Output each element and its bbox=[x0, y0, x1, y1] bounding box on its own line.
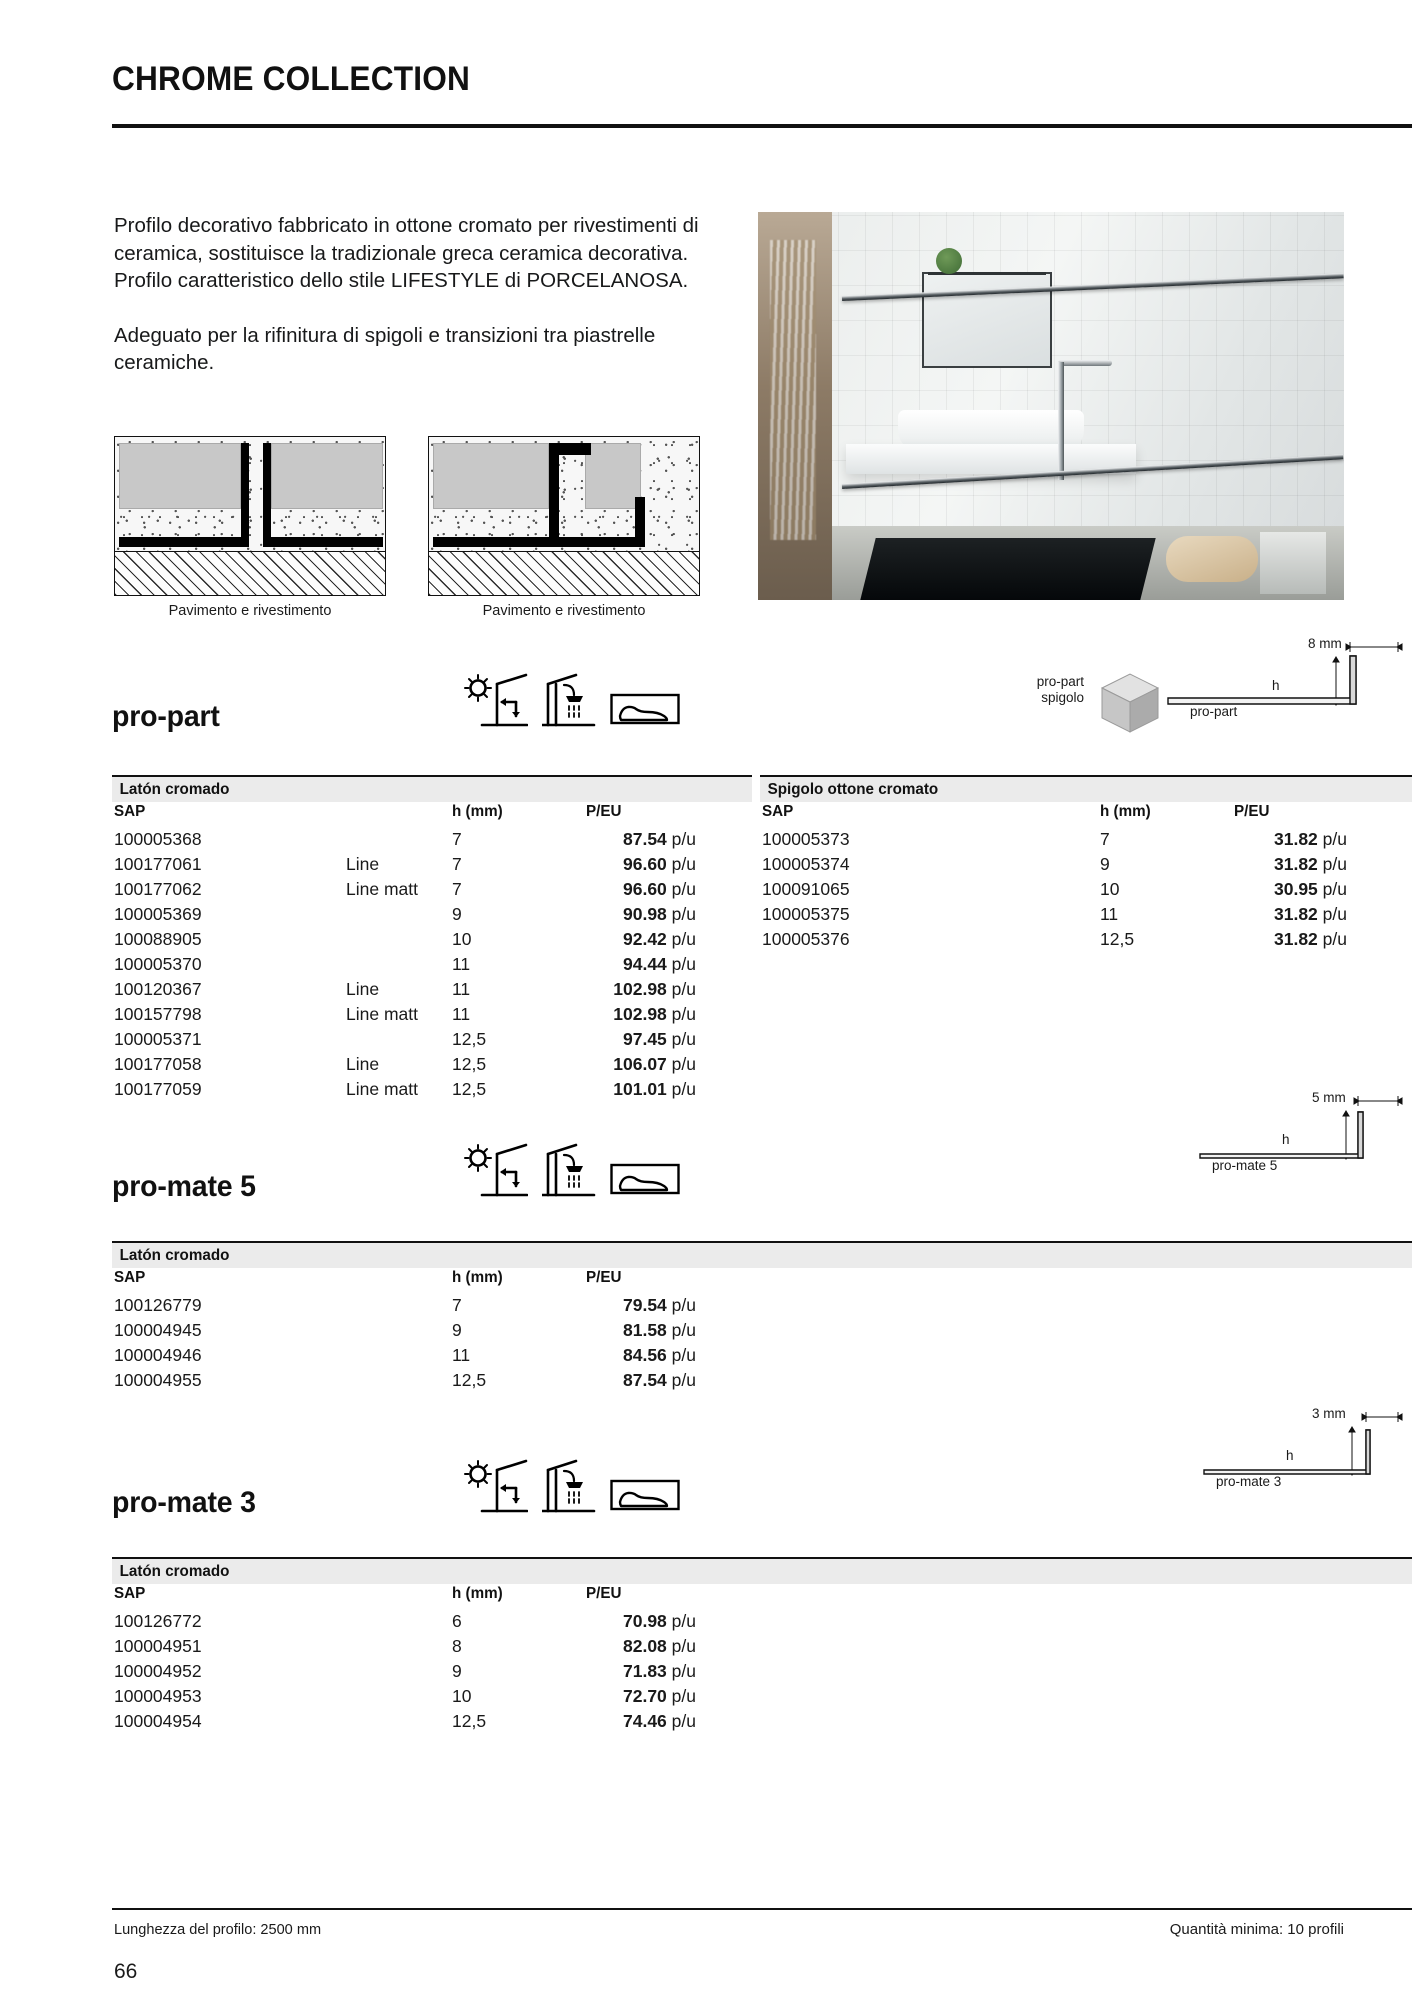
profile-width-label: 3 mm bbox=[1312, 1406, 1346, 1421]
price-unit: p/u bbox=[671, 978, 696, 999]
cell-h: 11 bbox=[452, 1344, 471, 1365]
intro-paragraph-2: Adeguato per la rifinitura di spigoli e transizioni tra piastrelle ceramiche. bbox=[114, 323, 656, 374]
property-icons bbox=[464, 1142, 680, 1200]
table-row bbox=[114, 1658, 696, 1683]
price-unit: p/u bbox=[671, 928, 696, 949]
bathroom-interior-photo bbox=[758, 212, 1344, 600]
cell-sap: 100005371 bbox=[114, 1028, 202, 1049]
cell-sap: 100004953 bbox=[114, 1685, 202, 1706]
material-band bbox=[112, 777, 752, 802]
section-title-pro-mate-5: pro-mate 5 bbox=[112, 1170, 256, 1203]
profile-width-label: 8 mm bbox=[1308, 636, 1342, 651]
cell-finish bbox=[994, 851, 1100, 876]
table-row bbox=[114, 1317, 696, 1342]
spigolo-label-line1: pro-part bbox=[1036, 674, 1084, 689]
table-row bbox=[114, 1708, 696, 1733]
cell-h: 12,5 bbox=[452, 1369, 487, 1390]
cell-price bbox=[586, 1633, 696, 1658]
cell-h: 11 bbox=[452, 953, 471, 974]
cell-price bbox=[1234, 851, 1347, 876]
cell-h: 11 bbox=[1100, 903, 1119, 924]
cell-sap: 100177059 bbox=[114, 1078, 202, 1099]
cell-h: 12,5 bbox=[452, 1053, 487, 1074]
price-value: 106.07 bbox=[613, 1053, 667, 1074]
header-divider bbox=[112, 124, 1412, 128]
table-header-row bbox=[114, 1266, 696, 1292]
profile-width-label: 5 mm bbox=[1312, 1090, 1346, 1105]
price-unit: p/u bbox=[671, 853, 696, 874]
cell-finish: Line matt bbox=[346, 878, 418, 899]
price-value: 90.98 bbox=[623, 903, 667, 924]
table-header-row bbox=[762, 800, 1347, 826]
cell-finish bbox=[346, 1633, 452, 1658]
col-header-sap: SAP bbox=[114, 1585, 146, 1602]
col-header-finish bbox=[346, 1582, 447, 1608]
cell-price bbox=[586, 1051, 696, 1076]
cross-section-diagram-2 bbox=[428, 436, 700, 619]
cell-finish: Line matt bbox=[346, 1078, 418, 1099]
diagram-caption: Pavimento e rivestimento bbox=[168, 603, 332, 619]
profile-height-label: h bbox=[1282, 1132, 1290, 1147]
cross-section-drawing bbox=[114, 436, 386, 596]
page-number: 66 bbox=[114, 1960, 138, 1983]
sun-wall-icon bbox=[464, 1142, 528, 1200]
cell-finish bbox=[994, 826, 1100, 851]
cell-h: 10 bbox=[452, 1685, 472, 1706]
cell-finish bbox=[346, 926, 452, 951]
col-header-finish bbox=[994, 800, 1095, 826]
cell-sap: 100157798 bbox=[114, 1003, 202, 1024]
cell-h: 9 bbox=[452, 903, 462, 924]
price-unit: p/u bbox=[671, 1635, 696, 1656]
cell-h: 11 bbox=[452, 978, 471, 999]
price-value: 70.98 bbox=[623, 1610, 667, 1631]
material-label: Latón cromado bbox=[119, 1246, 230, 1264]
table-row bbox=[114, 1367, 696, 1392]
shoe-icon bbox=[610, 692, 680, 726]
cell-finish: Line bbox=[346, 978, 380, 999]
cell-price bbox=[1234, 826, 1347, 851]
cell-price bbox=[586, 851, 696, 876]
table-row bbox=[114, 951, 696, 976]
cell-sap: 100004945 bbox=[114, 1319, 202, 1340]
cell-finish bbox=[346, 1658, 452, 1683]
cell-finish bbox=[346, 1026, 452, 1051]
price-value: 82.08 bbox=[623, 1635, 667, 1656]
material-band bbox=[112, 1559, 1412, 1584]
profile-name-label: pro-part bbox=[1190, 704, 1238, 719]
col-header-price: P/EU bbox=[586, 803, 622, 820]
price-table-spigolo-ottone-cromato bbox=[762, 800, 1347, 951]
shoe-icon bbox=[610, 1478, 680, 1512]
cell-sap: 100126772 bbox=[114, 1610, 202, 1631]
col-header-price: P/EU bbox=[1234, 803, 1270, 820]
cell-sap: 100126779 bbox=[114, 1294, 202, 1315]
profile-name-label: pro-mate 3 bbox=[1216, 1474, 1282, 1489]
sun-wall-icon bbox=[464, 1458, 528, 1516]
price-unit: p/u bbox=[671, 1610, 696, 1631]
price-value: 102.98 bbox=[613, 978, 667, 999]
section-title-pro-mate-3: pro-mate 3 bbox=[112, 1486, 256, 1519]
col-header-finish bbox=[346, 800, 447, 826]
cell-sap: 100005374 bbox=[762, 853, 850, 874]
cell-h: 6 bbox=[452, 1610, 462, 1631]
price-unit: p/u bbox=[671, 1003, 696, 1024]
cell-price bbox=[586, 1708, 696, 1733]
price-value: 84.56 bbox=[623, 1344, 667, 1365]
price-value: 87.54 bbox=[623, 1369, 667, 1390]
diagram-caption: Pavimento e rivestimento bbox=[482, 603, 646, 619]
cell-price bbox=[586, 826, 696, 851]
price-unit: p/u bbox=[1322, 903, 1347, 924]
price-unit: p/u bbox=[671, 1294, 696, 1315]
shower-icon bbox=[542, 1458, 596, 1516]
price-value: 96.60 bbox=[623, 878, 667, 899]
table-header-row bbox=[114, 800, 696, 826]
cell-sap: 100091065 bbox=[762, 878, 850, 899]
table-row bbox=[114, 1001, 696, 1026]
cell-price bbox=[586, 976, 696, 1001]
price-table-pro-mate-5 bbox=[114, 1266, 696, 1392]
table-row bbox=[762, 901, 1347, 926]
cell-h: 12,5 bbox=[452, 1078, 487, 1099]
material-label: Spigolo ottone cromato bbox=[767, 780, 939, 798]
price-value: 87.54 bbox=[623, 828, 667, 849]
table-row bbox=[114, 1076, 696, 1101]
cell-sap: 100004951 bbox=[114, 1635, 202, 1656]
cell-price bbox=[586, 1367, 696, 1392]
sun-wall-icon bbox=[464, 672, 528, 730]
price-value: 31.82 bbox=[1274, 853, 1318, 874]
table-row bbox=[762, 851, 1347, 876]
cell-price bbox=[1234, 876, 1347, 901]
cell-finish bbox=[346, 826, 452, 851]
cell-sap: 100004954 bbox=[114, 1710, 202, 1731]
price-unit: p/u bbox=[671, 1078, 696, 1099]
cell-finish bbox=[346, 1608, 452, 1633]
cell-h: 9 bbox=[452, 1319, 462, 1340]
table-row bbox=[114, 901, 696, 926]
cell-finish bbox=[346, 1292, 452, 1317]
price-unit: p/u bbox=[671, 1710, 696, 1731]
footer-divider bbox=[112, 1908, 1412, 1910]
profile-name-label: pro-mate 5 bbox=[1212, 1158, 1278, 1173]
spigolo-label-line2: spigolo bbox=[1041, 690, 1084, 705]
table-row bbox=[114, 1633, 696, 1658]
price-unit: p/u bbox=[1322, 878, 1347, 899]
price-unit: p/u bbox=[671, 1660, 696, 1681]
property-icons bbox=[464, 1458, 680, 1516]
cell-h: 8 bbox=[452, 1635, 462, 1656]
price-unit: p/u bbox=[1322, 928, 1347, 949]
cell-finish bbox=[994, 926, 1100, 951]
price-value: 72.70 bbox=[623, 1685, 667, 1706]
cell-finish bbox=[346, 1708, 452, 1733]
price-unit: p/u bbox=[671, 953, 696, 974]
cell-finish: Line matt bbox=[346, 1003, 418, 1024]
table-row bbox=[114, 1683, 696, 1708]
shoe-icon bbox=[610, 1162, 680, 1196]
cell-h: 11 bbox=[452, 1003, 471, 1024]
intro-text bbox=[114, 212, 706, 377]
page-title: CHROME COLLECTION bbox=[112, 60, 470, 98]
price-unit: p/u bbox=[671, 1685, 696, 1706]
cell-price bbox=[586, 876, 696, 901]
property-icons bbox=[464, 672, 680, 730]
cell-price bbox=[586, 1001, 696, 1026]
table-row bbox=[114, 926, 696, 951]
cell-finish bbox=[346, 951, 452, 976]
cell-price bbox=[1234, 926, 1347, 951]
profile-height-label: h bbox=[1286, 1448, 1294, 1463]
cell-h: 7 bbox=[452, 853, 462, 874]
cell-finish: Line bbox=[346, 853, 380, 874]
cell-finish bbox=[994, 876, 1100, 901]
price-unit: p/u bbox=[1322, 853, 1347, 874]
cross-section-diagram-1 bbox=[114, 436, 386, 619]
table-row bbox=[762, 826, 1347, 851]
cell-finish bbox=[346, 1683, 452, 1708]
price-value: 31.82 bbox=[1274, 928, 1318, 949]
cell-finish bbox=[346, 1317, 452, 1342]
cell-price bbox=[586, 1026, 696, 1051]
price-unit: p/u bbox=[671, 1319, 696, 1340]
cell-finish bbox=[346, 1367, 452, 1392]
price-value: 31.82 bbox=[1274, 828, 1318, 849]
cell-sap: 100177061 bbox=[114, 853, 202, 874]
cell-sap: 100120367 bbox=[114, 978, 202, 999]
material-band bbox=[760, 777, 1412, 802]
cell-sap: 100005373 bbox=[762, 828, 850, 849]
col-header-price: P/EU bbox=[586, 1585, 622, 1602]
table-row bbox=[762, 926, 1347, 951]
price-unit: p/u bbox=[671, 1344, 696, 1365]
profile-height-label: h bbox=[1272, 678, 1280, 693]
price-table-laton-cromado bbox=[114, 800, 696, 1101]
col-header-h: h (mm) bbox=[452, 803, 503, 820]
table-row bbox=[114, 976, 696, 1001]
cell-finish bbox=[994, 901, 1100, 926]
cell-price bbox=[586, 1658, 696, 1683]
cell-sap: 100004952 bbox=[114, 1660, 202, 1681]
price-value: 81.58 bbox=[623, 1319, 667, 1340]
cell-price bbox=[586, 1683, 696, 1708]
col-header-sap: SAP bbox=[762, 803, 794, 820]
price-unit: p/u bbox=[671, 878, 696, 899]
cell-price bbox=[586, 1342, 696, 1367]
corner-block-3d bbox=[1096, 668, 1166, 738]
cell-h: 7 bbox=[452, 878, 462, 899]
cell-price bbox=[586, 1292, 696, 1317]
price-value: 101.01 bbox=[613, 1078, 667, 1099]
price-unit: p/u bbox=[671, 828, 696, 849]
shower-icon bbox=[542, 672, 596, 730]
cell-sap: 100005370 bbox=[114, 953, 202, 974]
table-row bbox=[114, 1292, 696, 1317]
cell-price bbox=[586, 1608, 696, 1633]
footer-profile-length: Lunghezza del profilo: 2500 mm bbox=[114, 1921, 322, 1938]
cell-sap: 100005369 bbox=[114, 903, 202, 924]
footer-min-quantity: Quantità minima: 10 profili bbox=[1169, 1921, 1344, 1938]
cell-h: 10 bbox=[1100, 878, 1120, 899]
cell-h: 12,5 bbox=[452, 1710, 487, 1731]
cell-h: 7 bbox=[452, 1294, 462, 1315]
col-header-h: h (mm) bbox=[452, 1269, 503, 1286]
price-value: 96.60 bbox=[623, 853, 667, 874]
table-row bbox=[114, 1342, 696, 1367]
table-row bbox=[114, 826, 696, 851]
table-row bbox=[114, 1026, 696, 1051]
cell-h: 7 bbox=[452, 828, 462, 849]
col-header-h: h (mm) bbox=[452, 1585, 503, 1602]
price-value: 30.95 bbox=[1274, 878, 1318, 899]
cell-sap: 100177058 bbox=[114, 1053, 202, 1074]
section-title-pro-part: pro-part bbox=[112, 700, 220, 733]
price-table-pro-mate-3 bbox=[114, 1582, 696, 1733]
cell-price bbox=[586, 1076, 696, 1101]
cell-price bbox=[586, 1317, 696, 1342]
price-value: 97.45 bbox=[623, 1028, 667, 1049]
cell-price bbox=[1234, 901, 1347, 926]
table-row bbox=[114, 1051, 696, 1076]
col-header-sap: SAP bbox=[114, 1269, 146, 1286]
cell-price bbox=[586, 901, 696, 926]
table-header-row bbox=[114, 1582, 696, 1608]
cell-finish bbox=[346, 901, 452, 926]
cell-sap: 100005368 bbox=[114, 828, 202, 849]
price-unit: p/u bbox=[1322, 828, 1347, 849]
profile-cross-section bbox=[1160, 636, 1410, 722]
table-row bbox=[114, 876, 696, 901]
cell-sap: 100005375 bbox=[762, 903, 850, 924]
material-label: Latón cromado bbox=[119, 780, 230, 798]
material-band bbox=[112, 1243, 1412, 1268]
price-value: 79.54 bbox=[623, 1294, 667, 1315]
profile-cross-section bbox=[1160, 1090, 1410, 1176]
cell-h: 7 bbox=[1100, 828, 1110, 849]
cell-sap: 100088905 bbox=[114, 928, 202, 949]
cell-price bbox=[586, 926, 696, 951]
price-value: 94.44 bbox=[623, 953, 667, 974]
price-value: 92.42 bbox=[623, 928, 667, 949]
cell-h: 12,5 bbox=[1100, 928, 1135, 949]
cell-sap: 100004955 bbox=[114, 1369, 202, 1390]
col-header-h: h (mm) bbox=[1100, 803, 1151, 820]
col-header-finish bbox=[346, 1266, 447, 1292]
table-row bbox=[762, 876, 1347, 901]
cell-h: 9 bbox=[1100, 853, 1110, 874]
table-row bbox=[114, 851, 696, 876]
intro-paragraph-1: Profilo decorativo fabbricato in ottone cromato per rivestimenti di ceramica, sostituisce la tradizionale greca ceramica decorativa. Profilo caratteristico dello stile LIFESTYLE di PORCELANOSA. bbox=[114, 214, 699, 292]
cell-h: 9 bbox=[452, 1660, 462, 1681]
material-label: Latón cromado bbox=[119, 1562, 230, 1580]
price-unit: p/u bbox=[671, 1028, 696, 1049]
cell-h: 10 bbox=[452, 928, 472, 949]
cell-price bbox=[586, 951, 696, 976]
cell-h: 12,5 bbox=[452, 1028, 487, 1049]
price-unit: p/u bbox=[671, 1369, 696, 1390]
cell-sap: 100177062 bbox=[114, 878, 202, 899]
price-value: 102.98 bbox=[613, 1003, 667, 1024]
cell-sap: 100004946 bbox=[114, 1344, 202, 1365]
page-header bbox=[112, 60, 1412, 99]
price-unit: p/u bbox=[671, 903, 696, 924]
table-row bbox=[114, 1608, 696, 1633]
cross-section-drawing bbox=[428, 436, 700, 596]
price-unit: p/u bbox=[671, 1053, 696, 1074]
price-value: 74.46 bbox=[623, 1710, 667, 1731]
cell-finish bbox=[346, 1342, 452, 1367]
cell-sap: 100005376 bbox=[762, 928, 850, 949]
col-header-price: P/EU bbox=[586, 1269, 622, 1286]
col-header-sap: SAP bbox=[114, 803, 146, 820]
price-value: 71.83 bbox=[623, 1660, 667, 1681]
shower-icon bbox=[542, 1142, 596, 1200]
profile-cross-section bbox=[1160, 1406, 1410, 1492]
price-value: 31.82 bbox=[1274, 903, 1318, 924]
cell-finish: Line bbox=[346, 1053, 380, 1074]
